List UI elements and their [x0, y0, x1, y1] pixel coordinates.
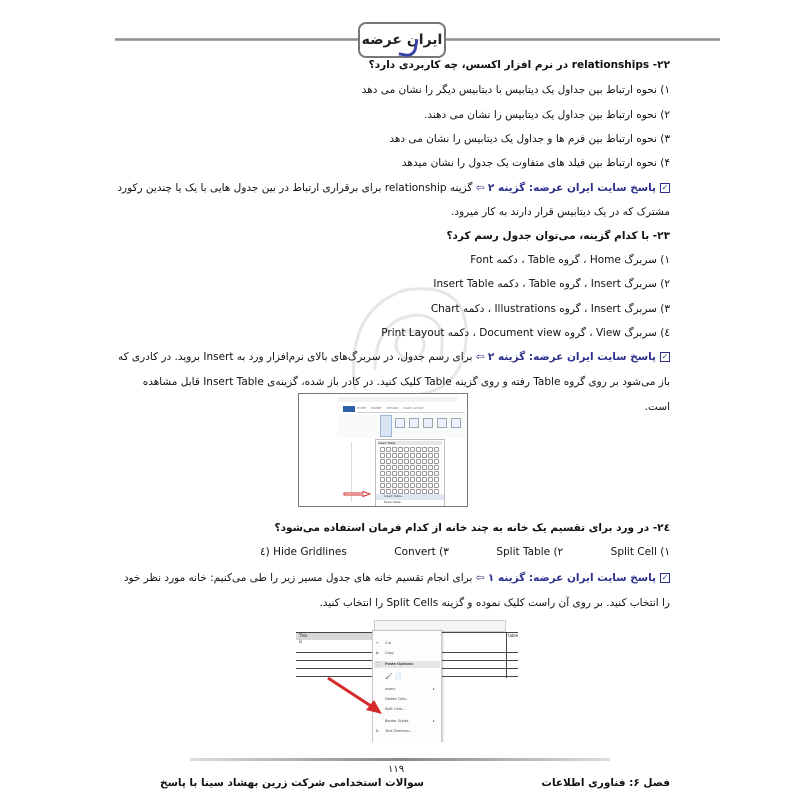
q22-option-4: ۴) نحوه ارتباط بین فیلد های متفاوت یک جدول را نشان میدهد	[401, 157, 670, 169]
q23-option-1: ۱) سربرگ Home ، گروه Table ، دکمه Font	[470, 254, 670, 266]
grid-cell	[416, 453, 421, 458]
grid-cell	[416, 483, 421, 488]
q24-option-3: Convert (۳	[394, 546, 449, 558]
q23-option-2: ۲) سربرگ Insert ، گروه Table ، دکمه Insert Table	[433, 278, 670, 290]
grid-cell	[422, 471, 427, 476]
checkbox-icon: ✓	[661, 183, 669, 192]
menu-item-draw-table: Draw Table	[384, 500, 401, 504]
grid-cell	[386, 447, 391, 452]
grid-cell	[422, 459, 427, 464]
grid-cell	[380, 471, 385, 476]
q23-answer-end: است.	[644, 401, 670, 413]
chapter-title: فصل ۶: فناوری اطلاعات	[541, 777, 670, 789]
grid-cell	[380, 447, 385, 452]
grid-cell	[434, 471, 439, 476]
grid-cell	[398, 447, 403, 452]
grid-cell	[386, 477, 391, 482]
table-size-grid	[380, 447, 439, 494]
grid-cell	[404, 471, 409, 476]
grid-cell	[410, 465, 415, 470]
q24-answer-cont: را انتخاب کنید. بر روی آن راست کلیک نموده و گزینه Split Cells را انتخاب کنید.	[319, 597, 670, 609]
grid-cell	[434, 459, 439, 464]
q23-answer-cont: باز می‌شود بر روی گروه Table رفته و روی گزینه Table کلیک کنید. در کادر باز شده، گزینه‌ی Insert Table قابل مشاهده	[142, 376, 670, 388]
answer-text: برای انجام تقسیم خانه های جدول مسیر زیر را طی می‌کنیم: خانه مورد نظر خود	[123, 572, 473, 584]
grid-cell	[416, 471, 421, 476]
q22-answer	[117, 181, 670, 195]
q23-option-4: ٤) سربرگ View ، گروه Document view ، دکمه Print Layout	[381, 327, 670, 339]
grid-cell	[398, 477, 403, 482]
menu-item-cut: Cut	[385, 641, 392, 645]
grid-cell	[434, 477, 439, 482]
grid-cell	[410, 459, 415, 464]
text-direction-icon: ⇅	[376, 729, 379, 733]
q24-answer	[124, 571, 670, 585]
paste-format-icons: 🖌 📄	[385, 673, 402, 680]
answer-label: پاسخ سایت ایران عرضه: گزینه ۱	[487, 572, 656, 584]
checkbox-icon: ✓	[661, 573, 669, 582]
q22-answer-cont: مشترک که در یک دیتابیس قرار دارند به کار میرود.	[451, 206, 670, 218]
grid-cell	[434, 483, 439, 488]
table-border	[506, 632, 507, 678]
grid-cell	[428, 459, 433, 464]
grid-cell	[392, 477, 397, 482]
grid-cell	[392, 447, 397, 452]
menu-item-text-direction: Text Direction...	[385, 729, 413, 733]
footer-rule	[190, 758, 610, 761]
grid-cell	[416, 477, 421, 482]
grid-cell	[386, 483, 391, 488]
grid-cell	[392, 471, 397, 476]
grid-cell	[404, 447, 409, 452]
tab-design: DESIGN	[386, 406, 399, 410]
grid-cell	[410, 477, 415, 482]
grid-cell	[398, 453, 403, 458]
grid-cell	[410, 447, 415, 452]
menu-item-insert: Insert	[385, 687, 396, 691]
menu-item-paste-options: Paste Options:	[385, 662, 414, 666]
grid-cell	[380, 465, 385, 470]
grid-cell	[422, 447, 427, 452]
grid-cell	[428, 465, 433, 470]
grid-cell	[410, 483, 415, 488]
grid-cell	[434, 465, 439, 470]
grid-cell	[386, 459, 391, 464]
q24-options	[260, 546, 670, 558]
online-pictures-icon	[409, 418, 419, 428]
word-split-cells-screenshot	[296, 620, 518, 742]
arrow-left-icon: ⇦	[475, 351, 485, 363]
menu-item-split-cells: Split Cells...	[385, 707, 406, 711]
grid-cell	[398, 465, 403, 470]
grid-cell	[386, 471, 391, 476]
q22-option-2: ۲) نحوه ارتباط بین جداول یک دیتابیس را نشان می دهند.	[424, 109, 670, 121]
grid-cell	[380, 459, 385, 464]
menu-item-border-styles: Border Styles	[385, 719, 409, 723]
cell-text: This	[299, 633, 308, 638]
grid-cell	[428, 471, 433, 476]
shapes-icon	[423, 418, 433, 428]
grid-cell	[404, 453, 409, 458]
pictures-icon	[395, 418, 405, 428]
grid-cell	[422, 483, 427, 488]
q24-option-4: Hide Gridlines (٤	[260, 546, 347, 558]
copy-icon: ⧉	[376, 651, 379, 655]
cell-text: is	[299, 639, 303, 644]
menu-item-delete-cells: Delete Cells...	[385, 697, 410, 701]
grid-cell	[392, 453, 397, 458]
word-insert-table-screenshot	[298, 393, 468, 507]
grid-cell	[398, 471, 403, 476]
grid-cell	[398, 483, 403, 488]
question-24: ۲٤- در ورد برای تقسیم یک خانه به چند خانه از کدام فرمان استفاده می‌شود؟	[274, 522, 670, 534]
grid-cell	[428, 453, 433, 458]
grid-cell	[416, 459, 421, 464]
smartart-icon	[437, 418, 447, 428]
grid-cell	[404, 483, 409, 488]
q22-option-1: ۱) نحوه ارتباط بین جداول یک دیتابیس با دیتابیس دیگر را نشان می دهد	[361, 84, 670, 96]
grid-cell	[392, 483, 397, 488]
grid-cell	[422, 465, 427, 470]
watermark-logo-icon	[335, 270, 485, 410]
grid-cell	[422, 453, 427, 458]
grid-cell	[404, 465, 409, 470]
grid-cell	[392, 465, 397, 470]
answer-label: پاسخ سایت ایران عرضه: گزینه ۲	[487, 351, 656, 363]
red-arrow-icon	[343, 491, 371, 497]
page-number: ۱۱۹	[388, 764, 405, 775]
answer-text: برای رسم جدول، در سربرگ‌های بالای نرم‌افزار ورد به Insert بروید. در کادری که	[117, 351, 473, 363]
grid-cell	[428, 483, 433, 488]
answer-text: گزینه relationship برای برقراری ارتباط در بین جدول هایی با یک یا چندین رکورد	[117, 182, 473, 194]
arrow-left-icon: ⇦	[475, 182, 485, 194]
q24-option-1: Split Cell (۱	[610, 546, 670, 558]
file-tab	[343, 406, 355, 412]
grid-cell	[392, 459, 397, 464]
grid-cell	[434, 447, 439, 452]
grid-cell	[416, 447, 421, 452]
arrow-left-icon: ⇦	[475, 572, 485, 584]
grid-cell	[416, 465, 421, 470]
q22-option-3: ۳) نحوه ارتباط بین فرم ها و جداول یک دیتابیس را نشان می دهد	[389, 133, 670, 145]
grid-cell	[428, 477, 433, 482]
grid-cell	[386, 453, 391, 458]
grid-cell	[386, 465, 391, 470]
grid-cell	[380, 453, 385, 458]
grid-cell	[380, 477, 385, 482]
question-22: ۲۲- relationships در نرم افزار اکسس، چه کاربردی دارد؟	[368, 59, 670, 71]
menu-item-insert-table: Insert Table...	[376, 494, 444, 500]
submenu-arrow-icon: ▸	[433, 687, 435, 691]
question-23: ۲۳- با کدام گزینه، می‌توان جدول رسم کرد؟	[446, 230, 670, 242]
chart-icon	[451, 418, 461, 428]
quick-access-toolbar	[337, 397, 457, 402]
grid-cell	[410, 471, 415, 476]
grid-cell	[404, 477, 409, 482]
grid-cell	[404, 459, 409, 464]
logo-text: ایران عرضه	[361, 32, 443, 48]
dropdown-title: Insert Table	[378, 441, 442, 445]
tab-home: HOME	[357, 406, 367, 410]
cut-icon: ✂	[376, 641, 379, 645]
tab-page-layout: PAGE LAYOUT	[403, 406, 424, 410]
q23-option-3: ۳) سربرگ Insert ، گروه Illustrations ، دکمه Chart	[430, 303, 670, 315]
grid-cell	[428, 447, 433, 452]
table-button-icon	[380, 415, 392, 437]
grid-cell	[422, 477, 427, 482]
ribbon-tabs	[357, 406, 465, 413]
header-rule-left	[115, 38, 360, 41]
answer-label: پاسخ سایت ایران عرضه: گزینه ۲	[487, 182, 656, 194]
grid-cell	[434, 453, 439, 458]
header-rule-right	[440, 38, 720, 41]
q23-answer	[118, 350, 670, 364]
checkbox-icon: ✓	[661, 352, 669, 361]
insert-table-dropdown	[375, 439, 445, 507]
tab-insert: INSERT	[371, 406, 382, 410]
menu-item-copy: Copy	[385, 651, 394, 655]
book-title: سوالات استخدامی شرکت زرین بهشاد سینا با پاسخ	[160, 777, 424, 789]
q24-option-2: Split Table (۲	[496, 546, 564, 558]
grid-cell	[410, 453, 415, 458]
paste-icon: 📋	[376, 662, 381, 666]
cell-text: table	[508, 633, 518, 638]
submenu-arrow-icon: ▸	[433, 719, 435, 723]
red-arrow-icon	[326, 676, 386, 716]
grid-cell	[398, 459, 403, 464]
grid-cell	[380, 483, 385, 488]
